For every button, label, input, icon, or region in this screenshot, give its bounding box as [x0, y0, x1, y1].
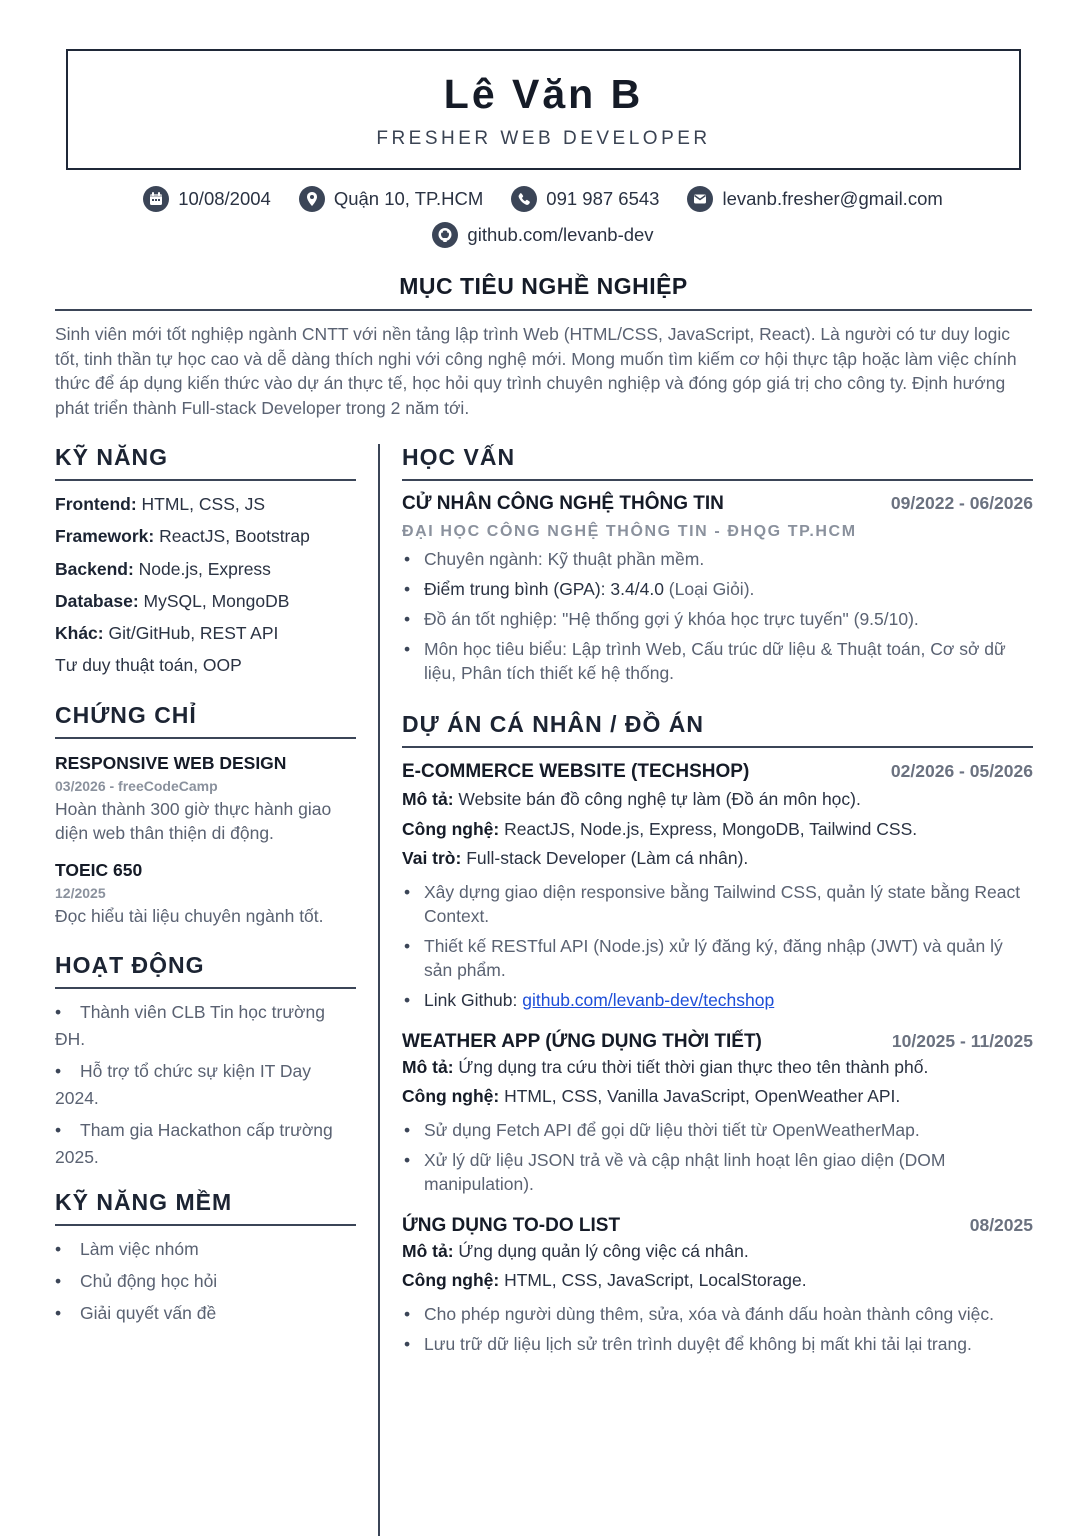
certificate-title: RESPONSIVE WEB DESIGN — [55, 752, 287, 773]
location-icon — [299, 186, 325, 212]
project-bullets — [402, 1118, 1033, 1196]
skill-label: Database: — [55, 590, 139, 611]
list-item — [402, 988, 1033, 1012]
skill-item — [55, 520, 356, 552]
bullet-text: Chuyên ngành: Kỹ thuật phần mềm. — [424, 549, 705, 569]
line-label: Công nghệ: — [402, 1270, 500, 1290]
left-column — [55, 444, 356, 1332]
list-item: • Hỗ trợ tổ chức sự kiện IT Day 2024. — [55, 1058, 356, 1112]
bullet-text: Đồ án tốt nghiệp: "Hệ thống gợi ý khóa học trực tuyến" (9.5/10). — [424, 609, 919, 629]
skill-item — [55, 585, 356, 617]
line-value: Website bán đồ công nghệ tự làm (Đồ án môn học). — [458, 789, 861, 809]
list-item: • Chủ động học hỏi — [55, 1268, 356, 1295]
objective-divider — [55, 309, 1032, 311]
calendar-icon — [143, 186, 169, 212]
certificate-desc: Hoàn thành 300 giờ thực hành giao diện web thân thiện di động. — [55, 798, 332, 844]
bullet-text: Môn học tiêu biểu: Lập trình Web, Cấu trúc dữ liệu & Thuật toán, Cơ sở dữ liệu, Phân tích thiết kế hệ thống. — [424, 639, 1006, 683]
contact-email-text: levanb.fresher@gmail.com — [722, 188, 943, 209]
skill-label: Khác: — [55, 623, 104, 644]
contact-row-github — [0, 222, 1086, 248]
activities-heading: HOẠT ĐỘNG — [55, 952, 356, 989]
degree-title: CỬ NHÂN CÔNG NGHỆ THÔNG TIN — [402, 493, 724, 514]
certificate-item — [55, 753, 356, 846]
line-value: HTML, CSS, Vanilla JavaScript, OpenWeather API. — [504, 1086, 901, 1106]
line-value: Ứng dụng tra cứu thời tiết thời gian thực theo tên thành phố. — [458, 1056, 929, 1077]
list-item — [402, 637, 1033, 685]
objective-heading: MỤC TIÊU NGHỀ NGHIỆP — [399, 273, 688, 299]
skill-label: Backend: — [55, 558, 134, 579]
right-column — [402, 444, 1033, 1356]
candidate-title: FRESHER WEB DEVELOPER — [376, 128, 711, 149]
project-date: 08/2025 — [969, 1214, 1033, 1235]
line-label: Vai trò: — [402, 848, 462, 868]
skill-value: Node.js, Express — [138, 558, 271, 579]
contact-email[interactable] — [687, 186, 942, 212]
skills-heading: KỸ NĂNG — [55, 444, 356, 481]
certificate-date: 03/2026 - freeCodeCamp — [55, 777, 218, 794]
github-icon — [432, 222, 458, 248]
project-entry — [402, 1215, 1033, 1356]
project-tech-line — [402, 815, 1033, 845]
list-item: • Thiết kế RESTful API (Node.js) xử lý đăng ký, đăng nhập (JWT) và quản lý sản phẩm. — [402, 934, 1033, 982]
contact-birthday — [143, 186, 271, 212]
list-item: • Giải quyết vấn đề — [55, 1300, 356, 1327]
skills-list — [55, 488, 356, 682]
line-label: Mô tả: — [402, 1056, 454, 1077]
bullet-text: (Loại Giỏi). — [663, 579, 755, 599]
certificate-item — [55, 860, 356, 929]
project-bullets — [402, 880, 1033, 1012]
list-item: • Xử lý dữ liệu JSON trả về và cập nhật linh hoạt lên giao diện (DOM manipulation). — [402, 1148, 1033, 1196]
list-item: • Xây dựng giao diện responsive bằng Tailwind CSS, quản lý state bằng React Context. — [402, 880, 1033, 928]
certificate-desc: Đọc hiểu tài liệu chuyên ngành tốt. — [55, 905, 324, 926]
skill-value: ReactJS, Bootstrap — [159, 526, 310, 547]
project-title: E-COMMERCE WEBSITE (TECHSHOP) — [402, 761, 750, 782]
soft-skills-heading: KỸ NĂNG MỀM — [55, 1189, 356, 1226]
list-item — [402, 607, 1033, 631]
school-name: ĐẠI HỌC CÔNG NGHỆ THÔNG TIN - ĐHQG TP.HCM — [402, 523, 857, 540]
link-label: Link Github: — [424, 989, 518, 1010]
contact-phone[interactable] — [511, 186, 659, 212]
education-bullets — [402, 547, 1033, 685]
project-title: WEATHER APP (ỨNG DỤNG THỜI TIẾT) — [402, 1030, 762, 1052]
list-item — [402, 547, 1033, 571]
project-date: 10/2025 - 11/2025 — [891, 1030, 1033, 1051]
certificate-title: TOEIC 650 — [55, 859, 143, 880]
skill-value: Tư duy thuật toán, OOP — [55, 655, 242, 676]
project-desc-line — [402, 1237, 1033, 1267]
project-tech-line — [402, 1082, 1033, 1112]
list-item: • Lưu trữ dữ liệu lịch sử trên trình duyệt để không bị mất khi tải lại trang. — [402, 1332, 1033, 1356]
project-desc-line — [402, 785, 1033, 815]
mail-icon — [687, 186, 713, 212]
education-date: 09/2022 - 06/2026 — [890, 493, 1033, 513]
certificate-date: 12/2025 — [55, 884, 106, 901]
soft-skills-list — [55, 1236, 356, 1327]
project-title: ỨNG DỤNG TO-DO LIST — [402, 1214, 621, 1236]
certificates-heading: CHỨNG CHỈ — [55, 702, 356, 739]
projects-heading: DỰ ÁN CÁ NHÂN / ĐỒ ÁN — [402, 711, 1033, 748]
contact-phone-text: 091 987 6543 — [546, 188, 660, 209]
bullet-strong: Điểm trung bình (GPA): 3.4/4.0 — [424, 579, 664, 599]
objective-text: Sinh viên mới tốt nghiệp ngành CNTT với nền tảng lập trình Web (HTML/CSS, JavaScript, React). Là người có tư duy logic tốt, tinh thần tự học cao và dễ dàng thích nghi với công nghệ mới. Mong muốn tìm kiếm cơ hội thực tập hoặc làm việc chính thức để áp dụng kiến thức vào dự án thực tế, học hỏi quy trình chuyên nghiệp và đóng góp giá trị cho công ty. Định hướng phát triển thành Full-stack Developer trong 2 năm tới. — [55, 324, 1017, 418]
contact-row — [0, 186, 1086, 212]
column-divider — [378, 444, 380, 1536]
contact-location — [299, 186, 483, 212]
candidate-name: Lê Văn B — [443, 71, 644, 117]
project-entry — [402, 761, 1033, 1012]
project-bullets — [402, 1302, 1033, 1356]
education-heading: HỌC VẤN — [402, 444, 1033, 481]
list-item: • Cho phép người dùng thêm, sửa, xóa và đánh dấu hoàn thành công việc. — [402, 1302, 1033, 1326]
skill-label: Framework: — [55, 526, 155, 547]
list-item: • Thành viên CLB Tin học trường ĐH. — [55, 999, 356, 1053]
project-desc-line — [402, 1053, 1033, 1083]
skill-value: MySQL, MongoDB — [143, 590, 290, 611]
list-item: • Tham gia Hackathon cấp trường 2025. — [55, 1117, 356, 1171]
line-value: ReactJS, Node.js, Express, MongoDB, Tailwind CSS. — [504, 818, 918, 839]
skill-item — [55, 488, 356, 520]
contact-location-text: Quận 10, TP.HCM — [333, 188, 484, 209]
project-role-line — [402, 844, 1033, 874]
line-label: Mô tả: — [402, 789, 454, 809]
line-value: Ứng dụng quản lý công việc cá nhân. — [458, 1240, 749, 1261]
project-entry — [402, 1031, 1033, 1196]
list-item: • Sử dụng Fetch API để gọi dữ liệu thời tiết từ OpenWeatherMap. — [402, 1118, 1033, 1142]
list-item — [402, 577, 1033, 601]
skill-item — [55, 617, 356, 649]
github-project-link[interactable]: github.com/levanb-dev/techshop — [522, 989, 775, 1010]
skill-label: Frontend: — [55, 494, 137, 514]
project-date: 02/2026 - 05/2026 — [890, 761, 1033, 781]
skill-item — [55, 649, 356, 681]
skill-item — [55, 553, 356, 585]
line-value: HTML, CSS, JavaScript, LocalStorage. — [504, 1270, 807, 1290]
list-item: • Làm việc nhóm — [55, 1236, 356, 1263]
line-label: Công nghệ: — [402, 1086, 500, 1106]
project-tech-line — [402, 1266, 1033, 1296]
name-header-box — [66, 49, 1021, 170]
line-label: Mô tả: — [402, 1240, 454, 1261]
skill-value: Git/GitHub, REST API — [108, 623, 279, 644]
education-entry — [402, 493, 1033, 685]
skill-value: HTML, CSS, JS — [141, 494, 266, 514]
contact-github-text: github.com/levanb-dev — [467, 224, 654, 245]
contact-birthday-text: 10/08/2004 — [178, 188, 271, 209]
contact-github[interactable] — [432, 222, 653, 248]
phone-icon — [511, 186, 537, 212]
activities-list — [55, 999, 356, 1171]
line-value: Full-stack Developer (Làm cá nhân). — [466, 848, 749, 868]
line-label: Công nghệ: — [402, 818, 500, 839]
